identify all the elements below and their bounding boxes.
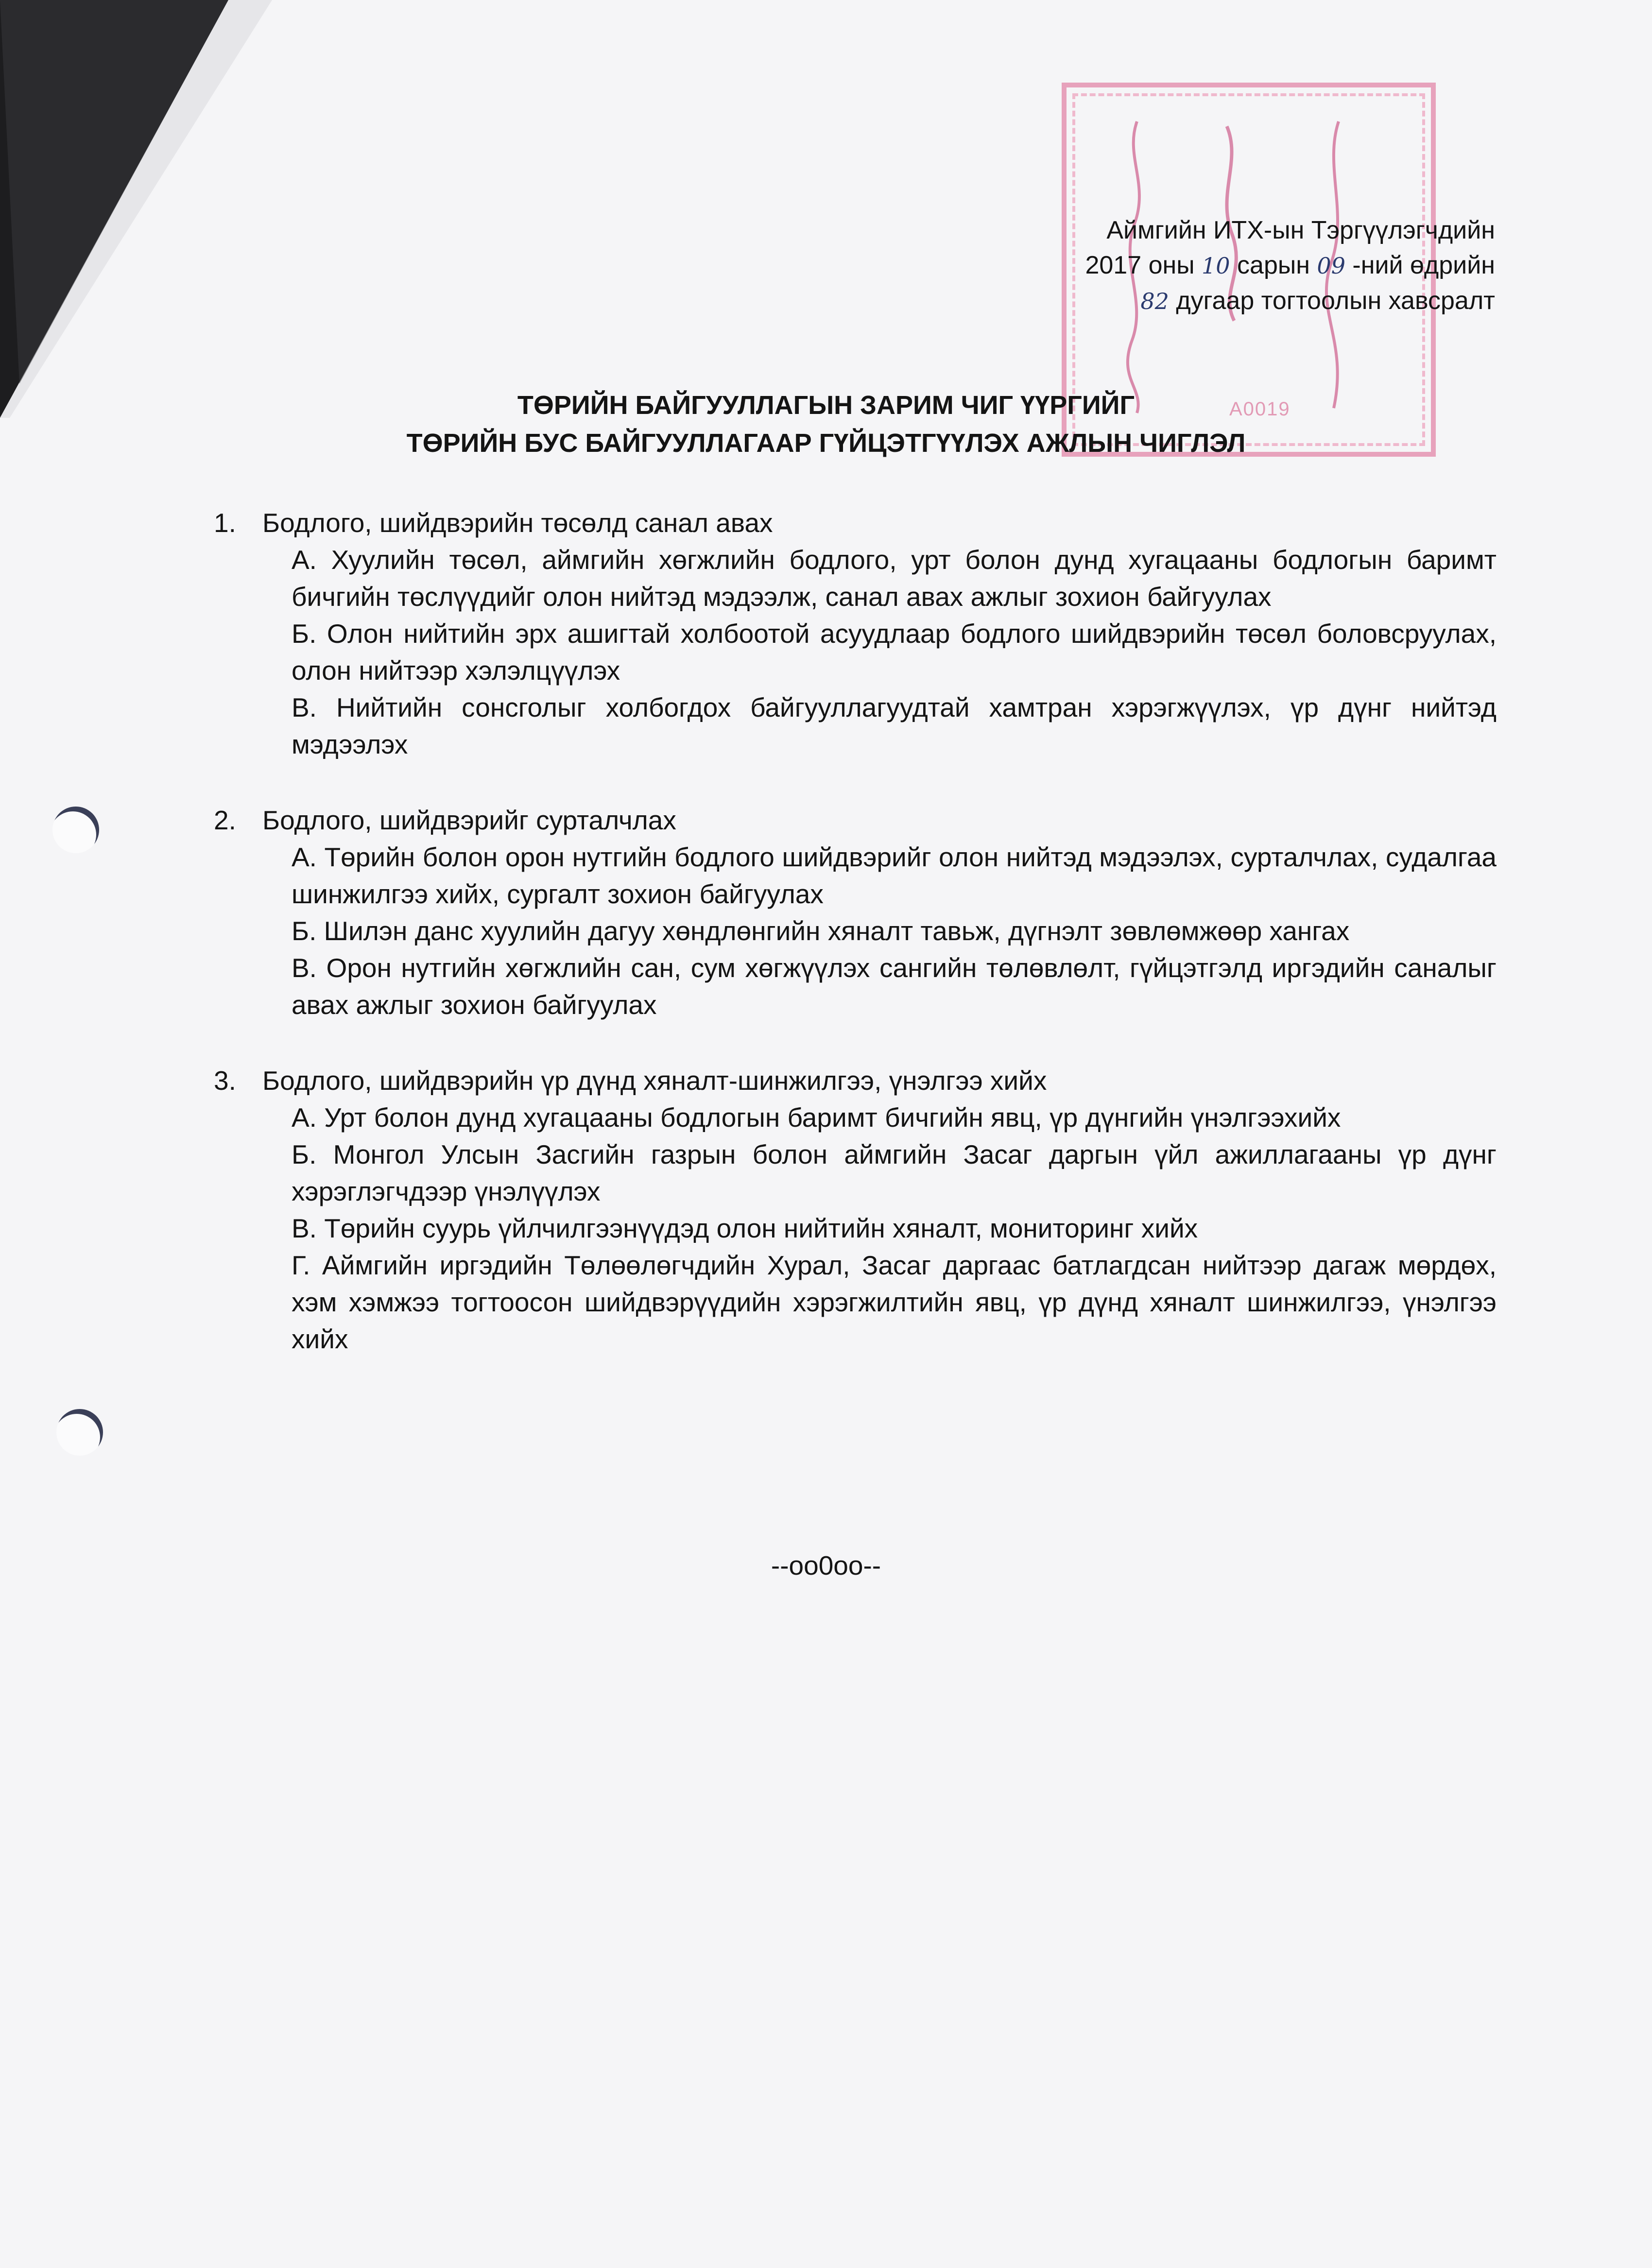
section-item: А. Хуулийн төсөл, аймгийн хөгжлийн бодлого, урт болон дунд хугацааны бодлогын баримт бичгийн төслүүдийг олон нийтэд мэдээлж, санал авах ажлыг зохион байгуулах (292, 545, 1497, 612)
section-2 (214, 802, 1497, 1023)
punch-hole (56, 1409, 103, 1456)
section-item: Б. Олон нийтийн эрх ашигтай холбоотой асуудлаар бодлого шийдвэрийн төсөл боловсруулах, олон нийтээр хэлэлцүүлэх (292, 619, 1497, 686)
section-heading (214, 504, 1497, 541)
header-line-2: 2017 оны 10 сарын 09 -ний өдрийн (1085, 251, 1495, 279)
handwritten-day: 09 (1317, 253, 1345, 279)
stamp-number: A0019 (1229, 398, 1291, 420)
section-item: Г. Аймгийн иргэдийн Төлөөлөгчдийн Хурал, Засаг даргаас батлагдсан нийтээр дагаж мөрдөх, хэм хэмжээ тогтоосон шийдвэрүүдийн хэрэгжилтийн явц, үр дүнд хяналт шинжилгээ, үнэлгээ хийх (292, 1250, 1497, 1354)
appendix-header (912, 213, 1495, 319)
handwritten-resolution-number: 82 (1140, 288, 1169, 314)
document-end-mark: --oo0oo-- (771, 1550, 881, 1581)
section-item: В. Төрийн суурь үйлчилгээнүүдэд олон нийтийн хяналт, мониторинг хийх (292, 1213, 1198, 1243)
section-heading (214, 1062, 1497, 1099)
section-1 (214, 504, 1497, 763)
section-number: 3. (214, 1065, 236, 1096)
section-item: А. Төрийн болон орон нутгийн бодлого шийдвэрийг олон нийтэд мэдээлэх, сурталчлах, судалгаа шинжилгээ хийх, сургалт зохион байгуулах (292, 842, 1497, 909)
section-item: В. Нийтийн сонсголыг холбогдох байгууллагуудтай хамтран хэрэгжүүлэх, үр дүнг нийтэд мэдээлэх (292, 692, 1497, 759)
section-number: 1. (214, 508, 236, 538)
section-item: А. Урт болон дунд хугацааны бодлогын баримт бичгийн явц, үр дүнгийн үнэлгээхийх (292, 1102, 1341, 1133)
section-item: В. Орон нутгийн хөгжлийн сан, сум хөгжүүлэх сангийн төлөвлөлт, гүйцэтгэлд иргэдийн саналыг авах ажлыг зохион байгуулах (292, 953, 1497, 1020)
document-body (214, 504, 1497, 1396)
section-item: Б. Шилэн данс хуулийн дагуу хөндлөнгийн хяналт тавьж, дүгнэлт зөвлөмжөөр хангах (292, 916, 1350, 946)
section-title: Бодлого, шийдвэрийн үр дүнд хяналт-шинжилгээ, үнэлгээ хийх (262, 1065, 1047, 1096)
page-corner-fold (0, 0, 272, 418)
section-3 (214, 1062, 1497, 1357)
section-title: Бодлого, шийдвэрийг сурталчлах (262, 805, 676, 835)
title-line-2: ТӨРИЙН БУС БАЙГУУЛЛАГААР ГҮЙЦЭТГҮҮЛЭХ АЖЛЫН ЧИГЛЭЛ (406, 429, 1246, 458)
handwritten-month: 10 (1202, 253, 1230, 279)
section-item: Б. Монгол Улсын Засгийн газрын болон аймгийн Засаг даргын үйл ажиллагааны үр дүнг хэрэглэгчдээр үнэлүүлэх (292, 1139, 1497, 1206)
document-title (194, 386, 1458, 462)
header-line-3: 82 дугаар тогтоолын хавсралт (1140, 287, 1495, 315)
section-heading (214, 802, 1497, 839)
punch-hole (52, 807, 99, 853)
header-line-1: Аймгийн ИТХ-ын Тэргүүлэгчдийн (1106, 216, 1495, 244)
section-title: Бодлого, шийдвэрийн төсөлд санал авах (262, 508, 773, 538)
title-line-1: ТӨРИЙН БАЙГУУЛЛАГЫН ЗАРИМ ЧИГ ҮҮРГИЙГ (517, 391, 1135, 420)
section-number: 2. (214, 805, 236, 835)
